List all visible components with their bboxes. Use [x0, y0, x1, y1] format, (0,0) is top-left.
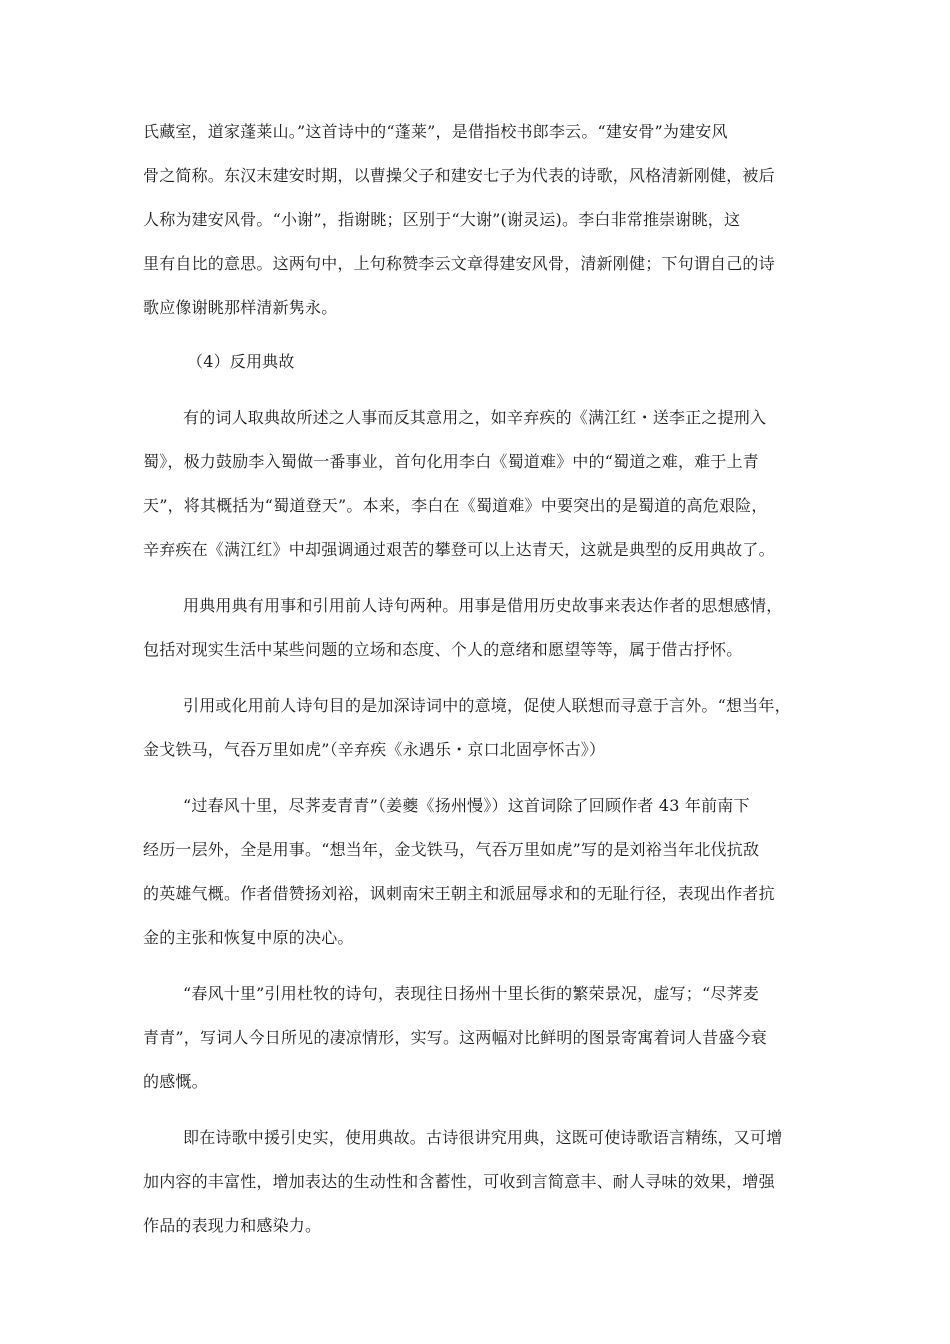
paragraph-line: 的英雄气概。作者借赞扬刘裕，讽刺南宋王朝主和派屈辱求和的无耻行径，表现出作者抗: [143, 884, 775, 903]
paragraph-line: 加内容的丰富性，增加表达的生动性和含蓄性，可收到言简意丰、耐人寻味的效果，增强: [143, 1172, 775, 1191]
paragraph-line: 用典用典有用事和引用前人诗句两种。用事是借用历史故事来表达作者的思想感情，: [183, 596, 783, 615]
paragraph-line: 歌应像谢眺那样清新隽永。: [143, 298, 338, 317]
paragraph-line: 经历一层外，全是用事。“想当年，金戈铁马，气吞万里如虎”写的是刘裕当年北伐抗敌: [143, 840, 760, 859]
paragraph-line: 青青”，写词人今日所见的凄凉情形，实写。这两幅对比鲜明的图景寄寓着词人昔盛今衰: [143, 1028, 767, 1047]
paragraph-line: 氏藏室，道家蓬莱山。”这首诗中的“蓬莱”，是借指校书郎李云。“建安骨”为建安风: [143, 122, 728, 141]
paragraph-line: 的感慨。: [143, 1072, 208, 1091]
section-heading: （4）反用典故: [187, 352, 295, 371]
paragraph-line: 有的词人取典故所述之人事而反其意用之，如辛弃疾的《满江红・送李正之提刑入: [183, 408, 767, 427]
paragraph-line: 作品的表现力和感染力。: [143, 1216, 322, 1235]
paragraph-line: 天”，将其概括为“蜀道登天”。本来，李白在《蜀道难》中要突出的是蜀道的高危艰险，: [143, 496, 768, 515]
paragraph-line: 骨之简称。东汉末建安时期，以曹操父子和建安七子为代表的诗歌，风格清新刚健，被后: [143, 166, 775, 185]
paragraph-line: 人称为建安风骨。“小谢”，指谢眺；区别于“大谢”(谢灵运)。李白非常推崇谢眺，这: [143, 210, 741, 229]
paragraph-line: 即在诗歌中援引史实，使用典故。古诗很讲究用典，这既可使诗歌语言精练，又可增: [183, 1128, 783, 1147]
paragraph-line: 包括对现实生活中某些问题的立场和态度、个人的意绪和愿望等等，属于借古抒怀。: [143, 640, 743, 659]
paragraph-line: 金戈铁马，气吞万里如虎”（辛弃疾《永遇乐・京口北固亭怀古》）: [143, 740, 606, 759]
paragraph-line: “过春风十里，尽荠麦青青”（姜夔《扬州慢》）这首词除了回顾作者 43 年前南下: [183, 796, 750, 815]
paragraph-line: 金的主张和恢复中原的决心。: [143, 928, 354, 947]
paragraph-line: 里有自比的意思。这两句中，上句称赞李云文章得建安风骨，清新刚健；下句谓自己的诗: [143, 254, 775, 273]
paragraph-line: 辛弃疾在《满江红》中却强调通过艰苦的攀登可以上达青天，这就是典型的反用典故了。: [143, 540, 775, 559]
paragraph-line: 引用或化用前人诗句目的是加深诗词中的意境，促使人联想而寻意于言外。“想当年，: [183, 696, 791, 715]
paragraph-line: 蜀》，极力鼓励李入蜀做一番事业，首句化用李白《蜀道难》中的“蜀道之难，难于上青: [143, 452, 759, 471]
paragraph-line: “春风十里”引用杜牧的诗句，表现往日扬州十里长街的繁荣景况，虚写；“尽荠麦: [183, 984, 759, 1003]
